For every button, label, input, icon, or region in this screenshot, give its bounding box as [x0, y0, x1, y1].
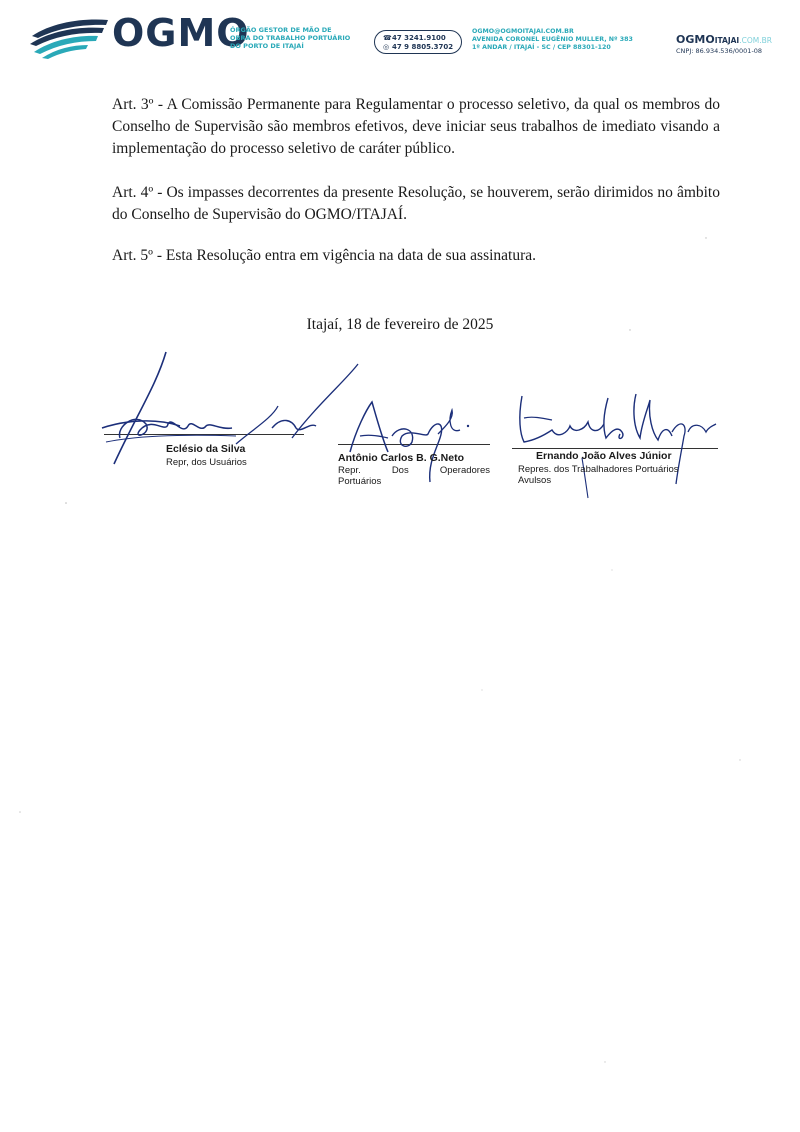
- signatory-role: Repres. dos Trabalhadores Portuários: [518, 464, 679, 475]
- letterhead: [0, 0, 800, 72]
- domain-city: ITAJAI: [714, 36, 740, 45]
- place-date: Itajaí, 18 de fevereiro de 2025: [306, 316, 494, 333]
- signature-block: [0, 340, 800, 500]
- article-3: Art. 3º - A Comissão Permanente para Regulamentar o processo seletivo, da qual os membros do Conselho de Supervisão são membros efetivos, deve iniciar seus trabalhos de imediato visando a implementação do processo seletivo de caráter público.: [112, 96, 720, 157]
- signatory-name: Ernando João Alves Júnior: [536, 450, 672, 462]
- whatsapp-number: 47 9 8805.3702: [392, 43, 454, 51]
- ogmo-logo-swoosh-icon: [28, 16, 110, 60]
- signatory-name: Antônio Carlos B. G.Neto: [338, 452, 464, 464]
- letterhead-right-block: [676, 34, 772, 56]
- tagline-line: ÓRGÃO GESTOR DE MÃO DE: [230, 26, 332, 34]
- signatory-role: Repr, dos Usuários: [166, 457, 247, 468]
- letterhead-contact: [472, 28, 633, 52]
- contact-address-line2: 1º ANDAR / ITAJAÍ - SC / CEP 88301-120: [472, 44, 611, 51]
- phone-icon: ☎: [383, 34, 392, 42]
- letterhead-phones: [374, 30, 462, 54]
- letterhead-brand: OGMO: [112, 11, 250, 55]
- contact-address: AVENIDA CORONEL EUGÊNIO MULLER, Nº 383: [472, 36, 633, 43]
- letterhead-tagline: [230, 26, 370, 50]
- tagline-line: OBRA DO TRABALHO PORTUÁRIO: [230, 34, 351, 42]
- signatory-role-line2: Portuários: [338, 476, 382, 487]
- domain-suffix: .COM.BR: [739, 36, 772, 45]
- domain-brand: OGMO: [676, 33, 715, 46]
- letterhead-cnpj: CNPJ: 86.934.536/0001-08: [676, 47, 763, 55]
- article-5: Art. 5º - Esta Resolução entra em vigência na data de sua assinatura.: [112, 247, 537, 264]
- letterhead-domain: [676, 34, 772, 47]
- signatory-role-line2: Avulsos: [518, 475, 552, 486]
- whatsapp-icon: ◎: [383, 43, 390, 51]
- tagline-line: DO PORTO DE ITAJAÍ: [230, 42, 304, 50]
- signatory-role: Repr. Dos Operadores: [338, 465, 490, 476]
- phone-number: 47 3241.9100: [392, 34, 446, 42]
- contact-email: OGMO@OGMOITAJAI.COM.BR: [472, 28, 574, 35]
- article-4: Art. 4º - Os impasses decorrentes da presente Resolução, se houverem, serão dirimidos no âmbito do Conselho de Supervisão do OGMO/ITAJAÍ.: [112, 184, 720, 223]
- signatory-name: Eclésio da Silva: [166, 443, 246, 455]
